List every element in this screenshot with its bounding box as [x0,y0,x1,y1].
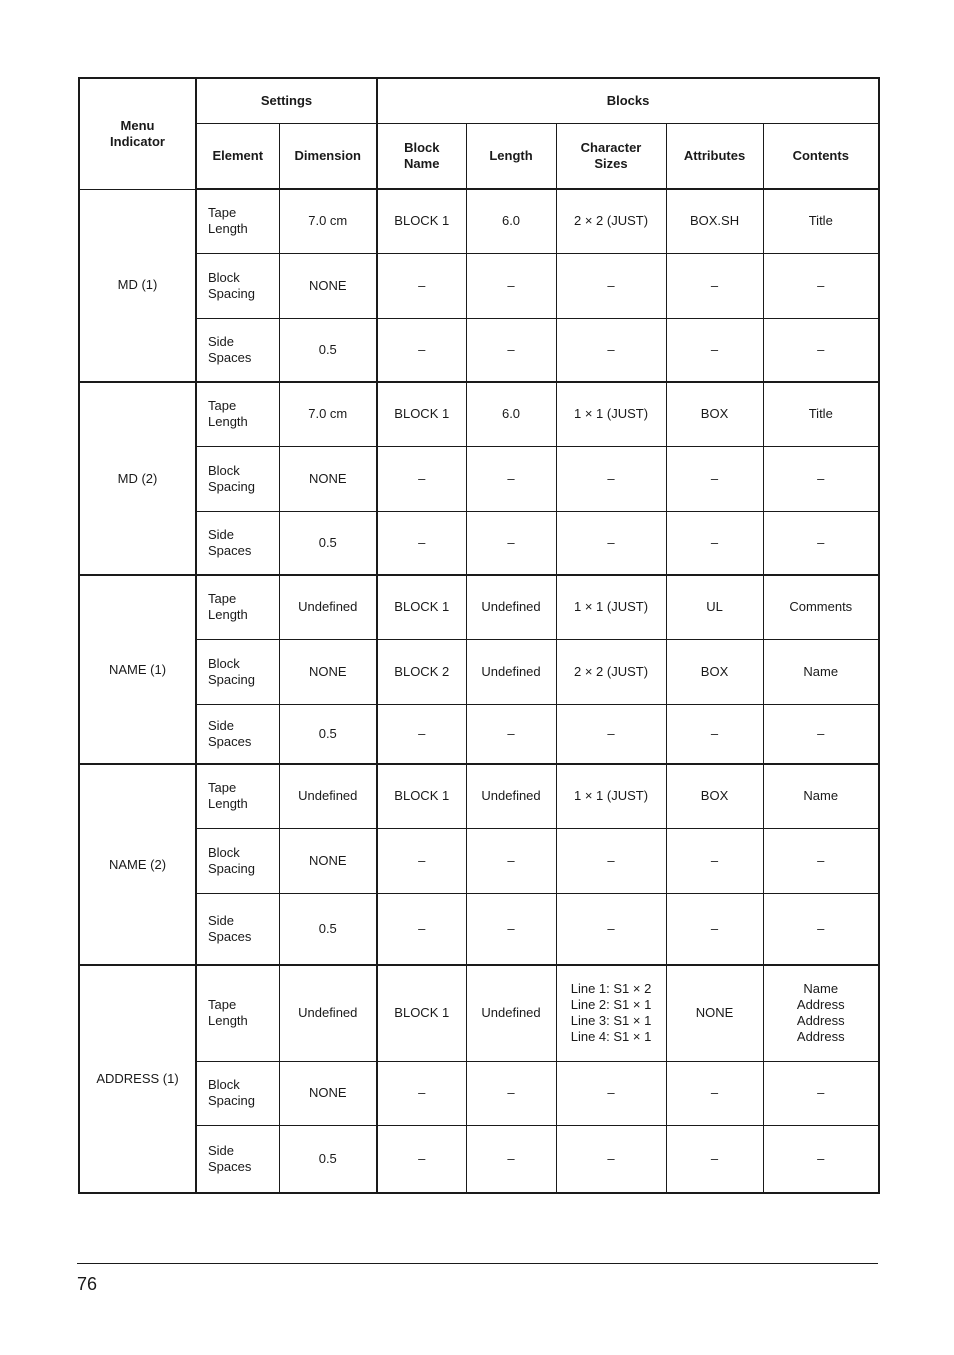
table-body [79,189,879,1193]
header-element: Element [196,123,279,189]
cell-length: – [466,1125,556,1193]
cell-attributes: BOX [666,382,763,446]
cell-character-sizes: – [556,511,666,575]
cell-contents: – [763,704,879,764]
cell-character-sizes: Line 1: S1 × 2 Line 2: S1 × 1 Line 3: S1 × 1 Line 4: S1 × 1 [556,965,666,1061]
cell-length: Undefined [466,575,556,639]
table-row [79,382,879,446]
cell-element: Block Spacing [196,639,279,704]
cell-dimension: NONE [279,253,377,318]
cell-block-name: BLOCK 1 [377,189,466,253]
cell-attributes: BOX.SH [666,189,763,253]
cell-element: Side Spaces [196,1125,279,1193]
cell-length: – [466,828,556,893]
cell-length: – [466,1061,556,1125]
cell-element: Tape Length [196,965,279,1061]
cell-block-name: BLOCK 2 [377,639,466,704]
cell-element: Block Spacing [196,253,279,318]
header-length: Length [466,123,556,189]
cell-character-sizes: 1 × 1 (JUST) [556,764,666,828]
cell-element: Tape Length [196,764,279,828]
cell-element: Side Spaces [196,511,279,575]
cell-length: 6.0 [466,382,556,446]
cell-character-sizes: – [556,318,666,382]
cell-length: – [466,253,556,318]
cell-dimension: 0.5 [279,704,377,764]
cell-dimension: Undefined [279,575,377,639]
cell-contents: – [763,318,879,382]
header-character-sizes: Character Sizes [556,123,666,189]
table-row [79,704,879,764]
header-row-2 [79,123,879,189]
cell-block-name: – [377,1061,466,1125]
cell-contents: Name [763,639,879,704]
cell-length: Undefined [466,764,556,828]
cell-contents: – [763,511,879,575]
cell-dimension: Undefined [279,764,377,828]
cell-attributes: – [666,318,763,382]
footer-rule [77,1263,878,1264]
cell-character-sizes: – [556,893,666,965]
cell-block-name: BLOCK 1 [377,382,466,446]
header-blocks: Blocks [377,78,879,123]
cell-element: Side Spaces [196,318,279,382]
cell-element: Block Spacing [196,828,279,893]
settings-table [78,77,880,1194]
cell-length: 6.0 [466,189,556,253]
cell-block-name: – [377,704,466,764]
cell-block-name: BLOCK 1 [377,764,466,828]
cell-element: Tape Length [196,575,279,639]
header-menu-indicator: Menu Indicator [79,78,196,189]
cell-element: Block Spacing [196,446,279,511]
cell-menu-indicator: ADDRESS (1) [79,965,196,1193]
cell-attributes: BOX [666,639,763,704]
cell-character-sizes: 2 × 2 (JUST) [556,639,666,704]
table-row [79,511,879,575]
cell-contents: Name Address Address Address [763,965,879,1061]
cell-block-name: BLOCK 1 [377,965,466,1061]
table-row [79,1125,879,1193]
cell-dimension: NONE [279,1061,377,1125]
cell-block-name: BLOCK 1 [377,575,466,639]
cell-block-name: – [377,511,466,575]
table-row [79,1061,879,1125]
cell-contents: Title [763,189,879,253]
table-row [79,253,879,318]
cell-contents: – [763,1125,879,1193]
cell-character-sizes: – [556,446,666,511]
cell-length: – [466,704,556,764]
cell-contents: – [763,828,879,893]
cell-dimension: NONE [279,446,377,511]
cell-dimension: 0.5 [279,1125,377,1193]
table-row [79,318,879,382]
cell-contents: – [763,1061,879,1125]
table-row [79,893,879,965]
cell-contents: Title [763,382,879,446]
cell-length: – [466,511,556,575]
cell-dimension: 0.5 [279,511,377,575]
cell-length: Undefined [466,639,556,704]
cell-dimension: NONE [279,639,377,704]
cell-attributes: – [666,704,763,764]
cell-dimension: NONE [279,828,377,893]
cell-attributes: – [666,511,763,575]
cell-block-name: – [377,446,466,511]
cell-character-sizes: 2 × 2 (JUST) [556,189,666,253]
cell-block-name: – [377,253,466,318]
cell-contents: – [763,253,879,318]
cell-length: Undefined [466,965,556,1061]
cell-menu-indicator: MD (1) [79,189,196,382]
cell-attributes: – [666,1125,763,1193]
cell-contents: Name [763,764,879,828]
cell-character-sizes: – [556,704,666,764]
cell-attributes: NONE [666,965,763,1061]
cell-menu-indicator: NAME (1) [79,575,196,764]
cell-dimension: 0.5 [279,318,377,382]
table-row [79,639,879,704]
cell-contents: – [763,446,879,511]
cell-dimension: 7.0 cm [279,189,377,253]
header-row-1 [79,78,879,123]
cell-element: Side Spaces [196,704,279,764]
cell-contents: Comments [763,575,879,639]
cell-attributes: – [666,446,763,511]
cell-element: Side Spaces [196,893,279,965]
header-settings: Settings [196,78,377,123]
cell-attributes: – [666,893,763,965]
table-row [79,764,879,828]
cell-element: Block Spacing [196,1061,279,1125]
cell-menu-indicator: NAME (2) [79,764,196,965]
cell-block-name: – [377,828,466,893]
cell-menu-indicator: MD (2) [79,382,196,575]
cell-dimension: 7.0 cm [279,382,377,446]
cell-attributes: – [666,1061,763,1125]
header-block-name: Block Name [377,123,466,189]
cell-element: Tape Length [196,382,279,446]
header-attributes: Attributes [666,123,763,189]
cell-length: – [466,893,556,965]
cell-attributes: – [666,828,763,893]
cell-character-sizes: – [556,1125,666,1193]
cell-character-sizes: – [556,828,666,893]
cell-character-sizes: 1 × 1 (JUST) [556,382,666,446]
table-row [79,189,879,253]
table-row [79,575,879,639]
cell-attributes: UL [666,575,763,639]
cell-element: Tape Length [196,189,279,253]
cell-length: – [466,446,556,511]
cell-character-sizes: – [556,253,666,318]
cell-dimension: Undefined [279,965,377,1061]
cell-contents: – [763,893,879,965]
table-row [79,446,879,511]
page-number: 76 [77,1274,98,1294]
table-row [79,828,879,893]
header-contents: Contents [763,123,879,189]
cell-block-name: – [377,318,466,382]
cell-block-name: – [377,1125,466,1193]
cell-dimension: 0.5 [279,893,377,965]
cell-attributes: – [666,253,763,318]
table-row [79,965,879,1061]
cell-length: – [466,318,556,382]
cell-attributes: BOX [666,764,763,828]
cell-character-sizes: 1 × 1 (JUST) [556,575,666,639]
header-dimension: Dimension [279,123,377,189]
cell-character-sizes: – [556,1061,666,1125]
cell-block-name: – [377,893,466,965]
